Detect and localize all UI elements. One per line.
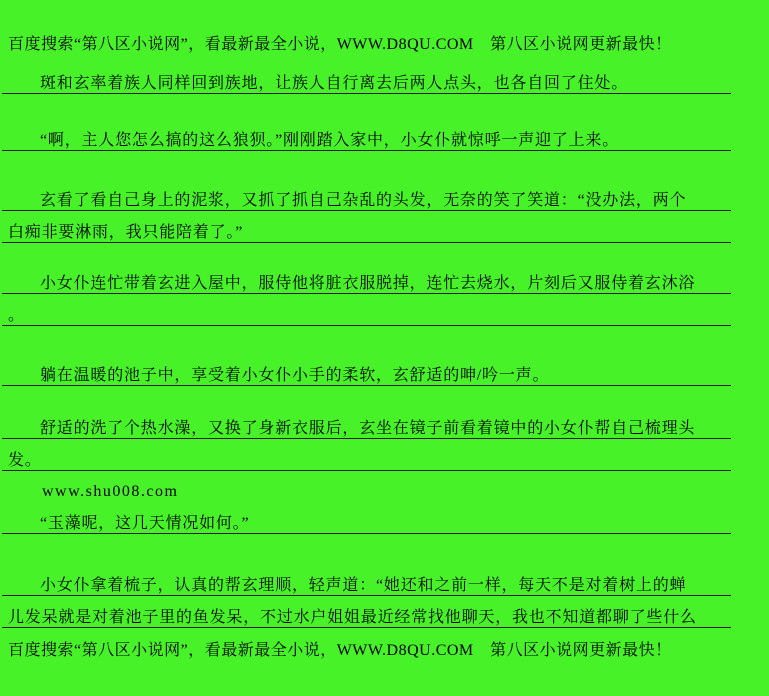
paragraph xyxy=(8,131,743,151)
promo-banner-bottom: 百度搜索“第八区小说网”，看最新最全小说，WWW.D8QU.COM 第八区小说网更新最快！ xyxy=(8,642,672,659)
paragraph-line: “啊，主人您怎么搞的这么狼狈。”刚刚踏入家中，小女仆就惊呼一声迎了上来。 xyxy=(2,131,731,151)
promo-banner-top: 百度搜索“第八区小说网”，看最新最全小说，WWW.D8QU.COM 第八区小说网更新最快！ xyxy=(8,36,672,53)
paragraph-line: 发。 xyxy=(2,451,731,471)
paragraph-line: 玄看了看自己身上的泥浆，又抓了抓自己杂乱的头发，无奈的笑了笑道：“没办法，两个 xyxy=(2,191,731,211)
site-watermark-link: www.shu008.com xyxy=(42,483,179,500)
paragraph-line: 。 xyxy=(2,306,731,326)
paragraph-line: 小女仆拿着梳子，认真的帮玄理顺，轻声道：“她还和之前一样，每天不是对着树上的蝉 xyxy=(2,576,731,596)
paragraph-line: 舒适的洗了个热水澡，又换了身新衣服后，玄坐在镜子前看着镜中的小女仆帮自己梳理头 xyxy=(2,419,731,439)
paragraph xyxy=(8,576,743,628)
paragraph xyxy=(8,191,743,243)
paragraph-line: “玉藻呢，这几天情况如何。” xyxy=(2,514,731,534)
paragraph xyxy=(8,74,743,94)
paragraph xyxy=(8,514,743,534)
paragraph xyxy=(8,366,743,386)
paragraph-line: 儿发呆就是对着池子里的鱼发呆，不过水户姐姐最近经常找他聊天，我也不知道都聊了些什么 xyxy=(2,608,731,628)
paragraph xyxy=(8,274,743,326)
paragraph-line: 小女仆连忙带着玄进入屋中，服侍他将脏衣服脱掉，连忙去烧水，片刻后又服侍着玄沐浴 xyxy=(2,274,731,294)
paragraph xyxy=(8,419,743,471)
paragraph-line: 躺在温暖的池子中，享受着小女仆小手的柔软，玄舒适的呻/吟一声。 xyxy=(2,366,731,386)
paragraph-line: 斑和玄率着族人同样回到族地，让族人自行离去后两人点头，也各自回了住处。 xyxy=(2,74,731,94)
paragraph-line: 白痴非要淋雨，我只能陪着了。” xyxy=(2,223,731,243)
